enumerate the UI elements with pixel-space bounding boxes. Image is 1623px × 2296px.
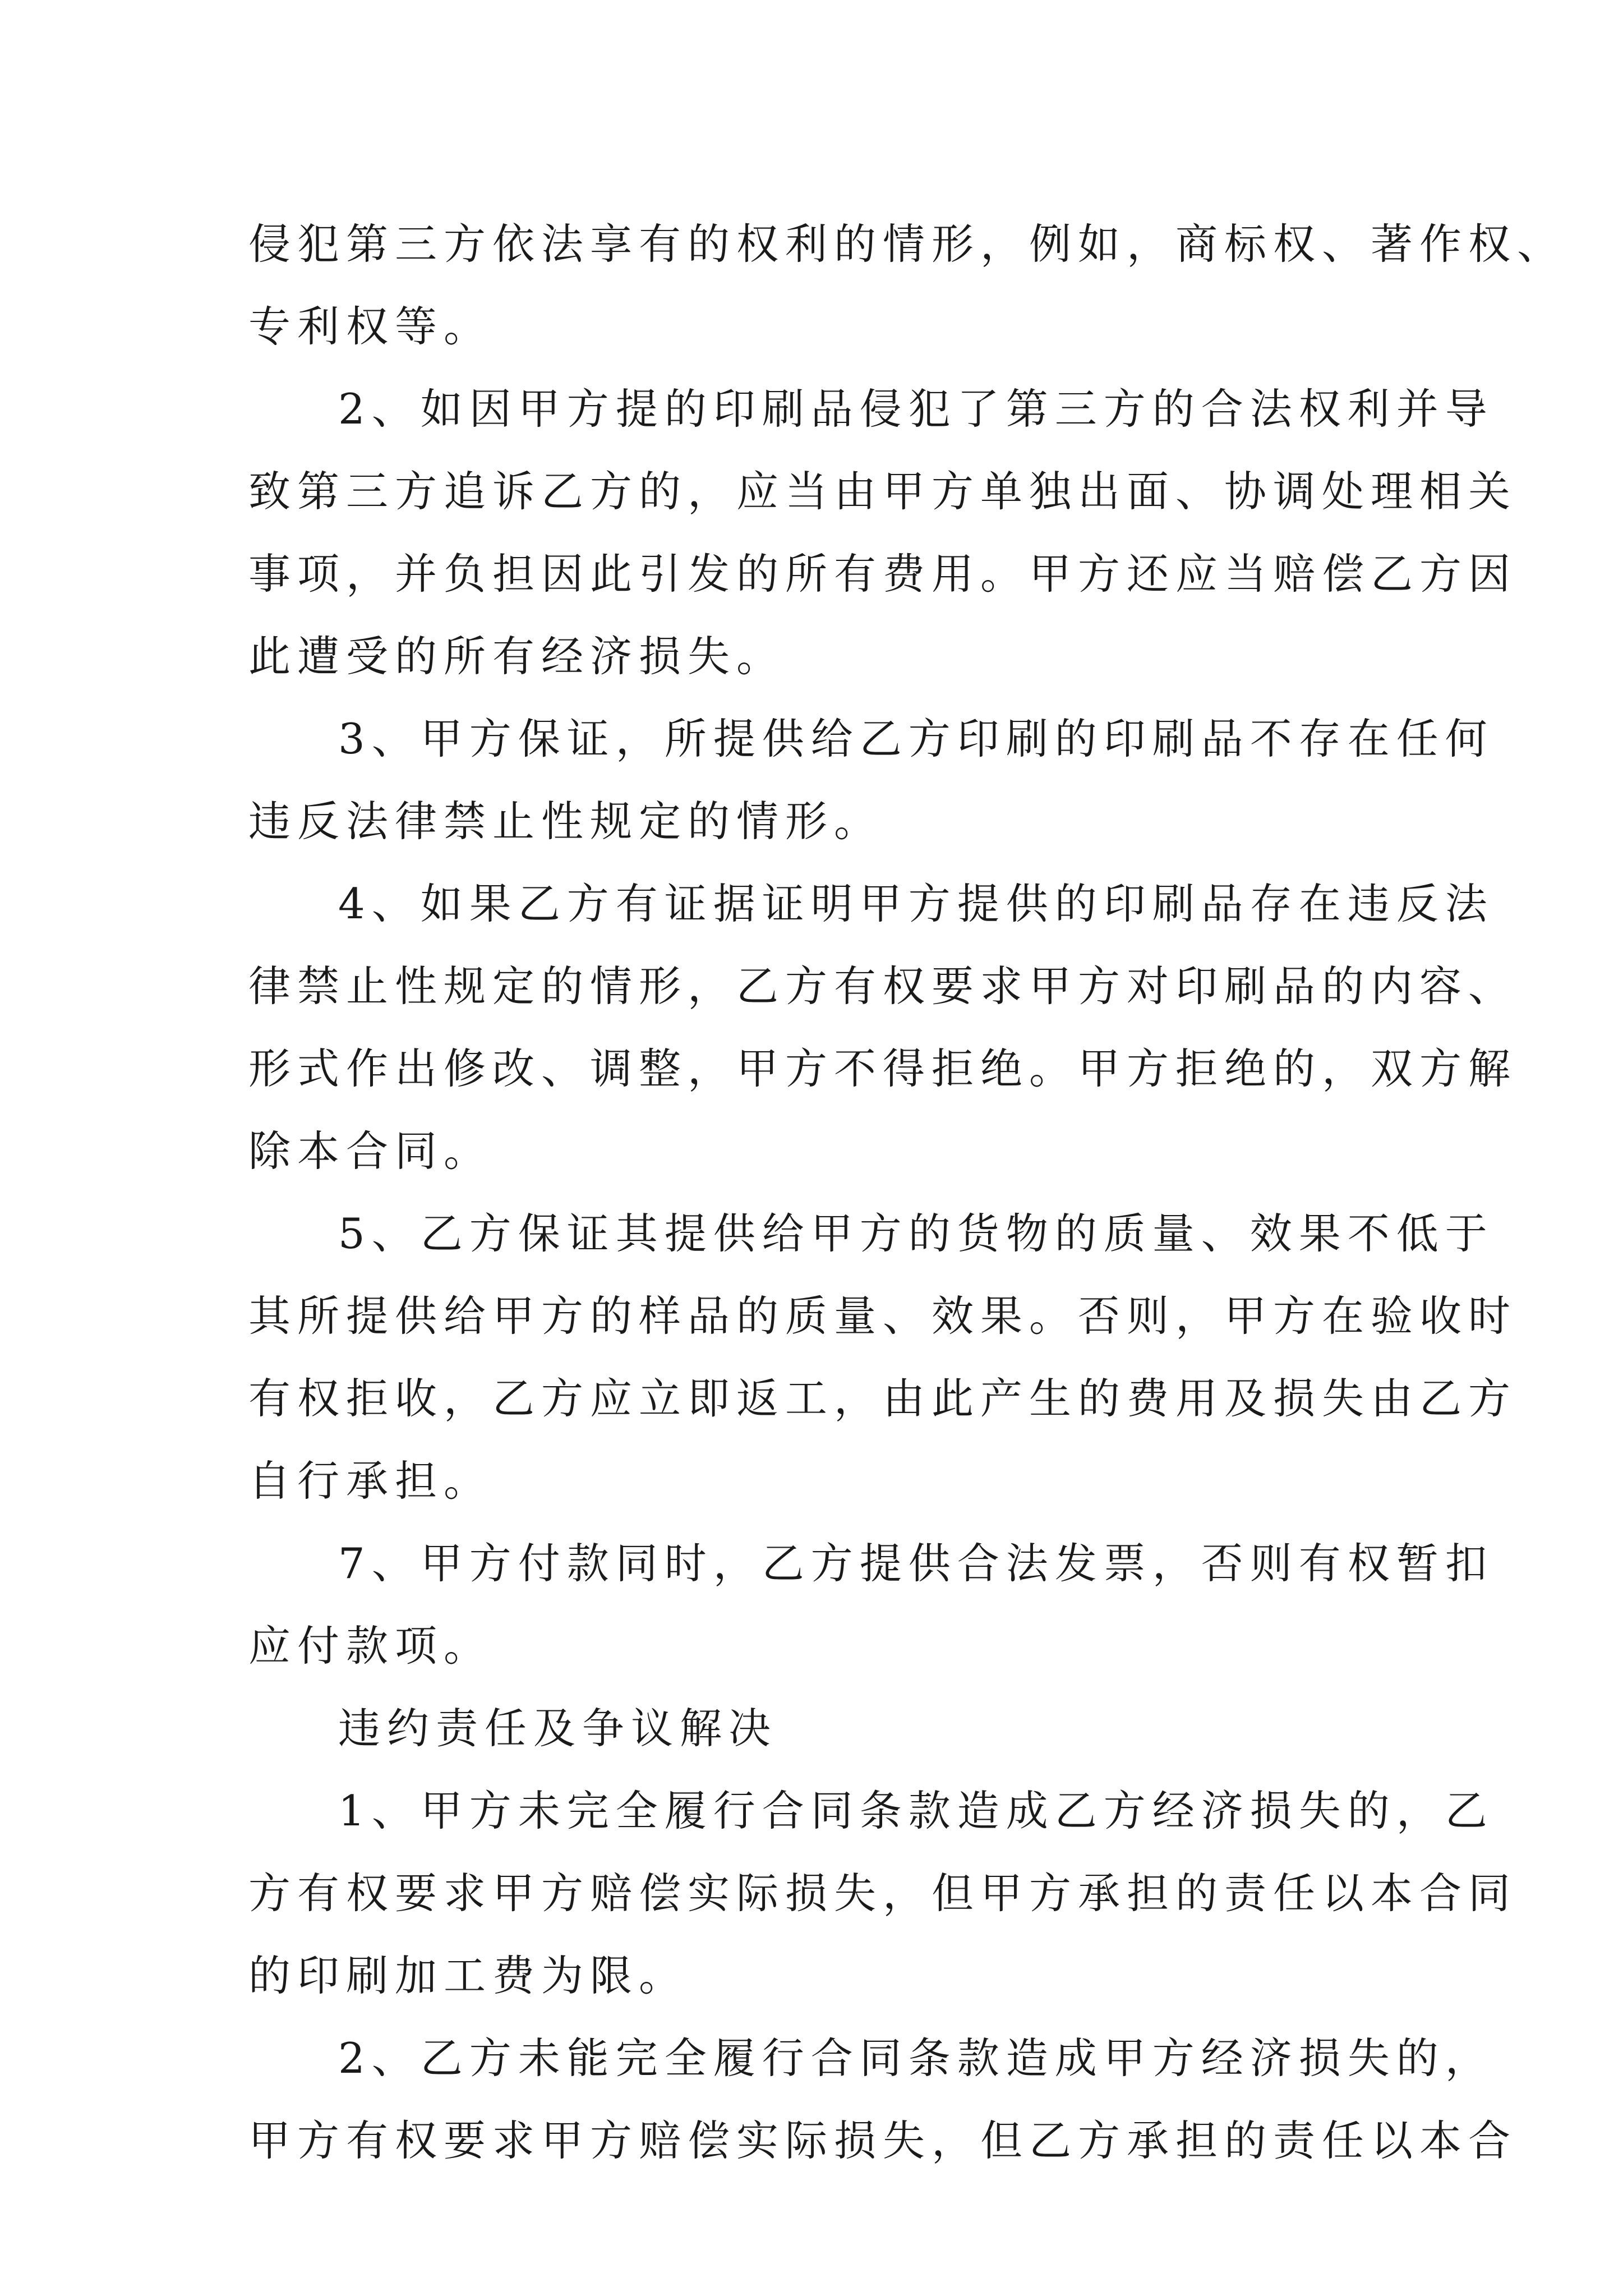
text-line: 形式作出修改、调整，甲方不得拒绝。甲方拒绝的，双方解 <box>248 1044 1518 1093</box>
clause-5-first-line: 5、乙方保证其提供给甲方的货物的质量、效果不低于 <box>338 1209 1494 1258</box>
text-line: 甲方有权要求甲方赔偿实际损失，但乙方承担的责任以本合 <box>248 2116 1518 2165</box>
text-line: 侵犯第三方依法享有的权利的情形，例如，商标权、著作权、 <box>248 219 1566 269</box>
text-line: 应付款项。 <box>248 1621 493 1671</box>
section-heading: 违约责任及争议解决 <box>338 1704 778 1753</box>
liability-clause-2-first-line: 2、乙方未能完全履行合同条款造成甲方经济损失的， <box>338 2033 1494 2083</box>
clause-7-first-line: 7、甲方付款同时，乙方提供合法发票，否则有权暂扣 <box>338 1539 1494 1588</box>
text-line: 方有权要求甲方赔偿实际损失，但甲方承担的责任以本合同 <box>248 1869 1518 1918</box>
clause-3-first-line: 3、甲方保证，所提供给乙方印刷的印刷品不存在任何 <box>338 714 1494 763</box>
text-line: 除本合同。 <box>248 1126 493 1176</box>
text-line: 有权拒收，乙方应立即返工，由此产生的费用及损失由乙方 <box>248 1374 1518 1423</box>
text-line: 自行承担。 <box>248 1456 493 1506</box>
text-line: 其所提供给甲方的样品的质量、效果。否则，甲方在验收时 <box>248 1291 1518 1341</box>
text-line: 专利权等。 <box>248 302 493 351</box>
text-line: 此遭受的所有经济损失。 <box>248 632 786 681</box>
clause-4-first-line: 4、如果乙方有证据证明甲方提供的印刷品存在违反法 <box>338 879 1494 928</box>
liability-clause-1-first-line: 1、甲方未完全履行合同条款造成乙方经济损失的，乙 <box>338 1786 1494 1835</box>
text-line: 违反法律禁止性规定的情形。 <box>248 797 883 846</box>
text-line: 事项，并负担因此引发的所有费用。甲方还应当赔偿乙方因 <box>248 549 1518 599</box>
text-line: 的印刷加工费为限。 <box>248 1951 688 2000</box>
text-line: 致第三方追诉乙方的，应当由甲方单独出面、协调处理相关 <box>248 467 1518 516</box>
clause-2-first-line: 2、如因甲方提的印刷品侵犯了第三方的合法权利并导 <box>338 384 1494 434</box>
text-line: 律禁止性规定的情形，乙方有权要求甲方对印刷品的内容、 <box>248 961 1518 1011</box>
contract-body-text <box>248 203 1566 2182</box>
